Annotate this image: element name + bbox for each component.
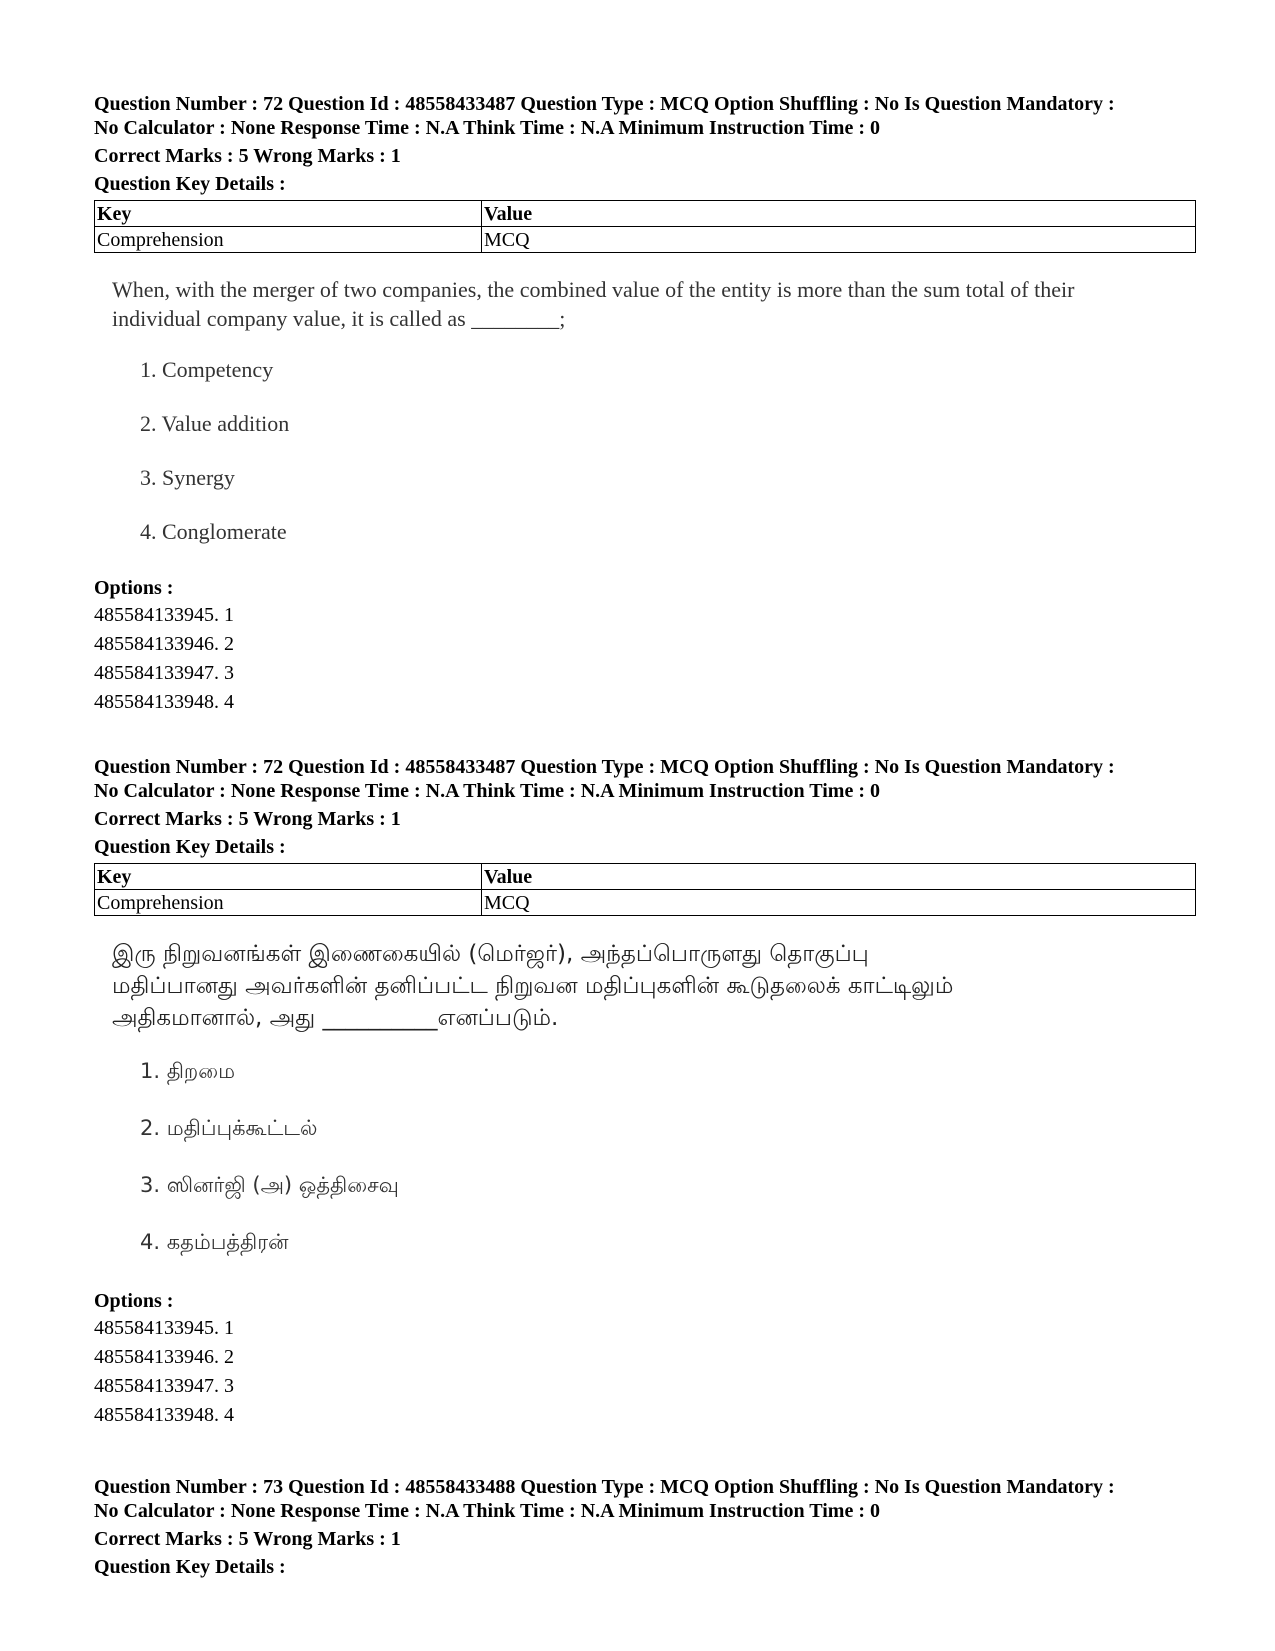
question-text-line: மதிப்பானது அவர்களின் தனிப்பட்ட நிறுவன மதிப்புகளின் கூடுதலைக் காட்டிலும் <box>112 973 954 999</box>
option-id: 485584133946. 2 <box>94 633 234 655</box>
question-text <box>112 938 1172 1034</box>
answer-choices <box>140 1056 1194 1284</box>
marks-line: Correct Marks : 5 Wrong Marks : 1 <box>94 1528 401 1550</box>
answer-choice: 4. கதம்பத்திரன் <box>140 1230 289 1254</box>
table-cell-key: Comprehension <box>95 227 482 253</box>
question-meta-line-2: No Calculator : None Response Time : N.A Think Time : N.A Minimum Instruction Time : 0 <box>94 780 880 802</box>
option-id: 485584133947. 3 <box>94 662 234 684</box>
key-details-table <box>94 863 1196 916</box>
question-meta-line-1: Question Number : 73 Question Id : 48558433488 Question Type : MCQ Option Shuffling : No Is Question Mandatory : <box>94 1476 1115 1498</box>
table-row <box>95 890 1196 916</box>
question-meta-line-2: No Calculator : None Response Time : N.A Think Time : N.A Minimum Instruction Time : 0 <box>94 1500 880 1522</box>
key-details-label: Question Key Details : <box>94 836 286 858</box>
table-cell-value: MCQ <box>482 227 1196 253</box>
answer-choice: 3. ஸினர்ஜி (அ) ஒத்திசைவு <box>140 1173 399 1197</box>
answer-choices <box>140 355 1194 571</box>
options-label: Options : <box>94 1290 174 1312</box>
marks-line: Correct Marks : 5 Wrong Marks : 1 <box>94 145 401 167</box>
answer-choice: 4. Conglomerate <box>140 519 287 544</box>
table-header-row <box>95 201 1196 227</box>
table-header-key: Key <box>95 864 482 890</box>
option-id: 485584133946. 2 <box>94 1346 234 1368</box>
table-cell-key: Comprehension <box>95 890 482 916</box>
answer-choice: 3. Synergy <box>140 465 235 490</box>
option-id: 485584133945. 1 <box>94 604 234 626</box>
question-block-73 <box>94 1475 1194 1579</box>
table-cell-value: MCQ <box>482 890 1196 916</box>
question-text-line: இரு நிறுவனங்கள் இணைகையில் (மெர்ஜர்), அந்தப்பொருளது தொகுப்பு <box>112 941 869 967</box>
answer-choice: 2. Value addition <box>140 411 290 436</box>
table-header-key: Key <box>95 201 482 227</box>
option-id: 485584133948. 4 <box>94 691 234 713</box>
marks-line: Correct Marks : 5 Wrong Marks : 1 <box>94 808 401 830</box>
question-block-72-english <box>94 92 1194 717</box>
answer-choice: 1. Competency <box>140 357 274 382</box>
option-id: 485584133948. 4 <box>94 1404 234 1426</box>
options-label: Options : <box>94 577 174 599</box>
key-details-label: Question Key Details : <box>94 1556 286 1578</box>
option-id: 485584133947. 3 <box>94 1375 234 1397</box>
option-id: 485584133945. 1 <box>94 1317 234 1339</box>
question-text-line: individual company value, it is called as ________; <box>112 306 566 331</box>
answer-choice: 1. திறமை <box>140 1059 235 1083</box>
key-details-table <box>94 200 1196 253</box>
question-block-72-tamil <box>94 755 1194 1430</box>
question-meta-line-2: No Calculator : None Response Time : N.A Think Time : N.A Minimum Instruction Time : 0 <box>94 117 880 139</box>
answer-choice: 2. மதிப்புக்கூட்டல் <box>140 1116 318 1140</box>
table-row <box>95 227 1196 253</box>
question-text-line: அதிகமானால், அது __________எனப்படும். <box>112 1005 559 1031</box>
question-meta-line-1: Question Number : 72 Question Id : 48558433487 Question Type : MCQ Option Shuffling : No Is Question Mandatory : <box>94 93 1115 115</box>
table-header-row <box>95 864 1196 890</box>
question-text-line: When, with the merger of two companies, the combined value of the entity is more than the sum total of their <box>112 277 1075 302</box>
key-details-label: Question Key Details : <box>94 173 286 195</box>
question-meta-line-1: Question Number : 72 Question Id : 48558433487 Question Type : MCQ Option Shuffling : No Is Question Mandatory : <box>94 756 1115 778</box>
table-header-value: Value <box>482 864 1196 890</box>
table-header-value: Value <box>482 201 1196 227</box>
question-text <box>112 275 1172 333</box>
